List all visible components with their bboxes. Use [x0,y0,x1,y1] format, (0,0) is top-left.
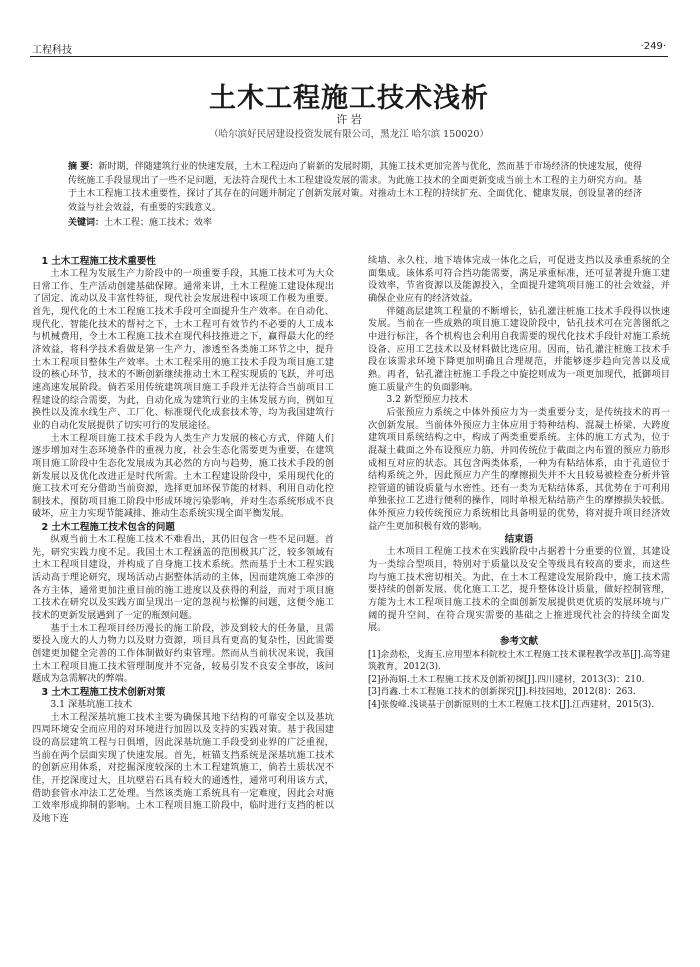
article-title: 土木工程施工技术浅析 [209,83,489,114]
author-name: 许 岩 [336,113,362,126]
paragraph: 基于土木工程项目经历漫长的施工阶段，涉及到较大的任务量，且需要投入庞大的人力物力以及财力资源，项目具有更高的复杂性，因此需要创建更加健全完善的工作体制做好约束管理。然而从当前状况来说，我国土木工程项目施工技术管理制度并不完备，较易引发不良安全事故，该问题成为急需解决的弊端。 [32,622,334,685]
running-header [30,38,668,57]
reference-list [368,649,670,711]
references-heading: 参考文献 [499,636,538,648]
abstract-label: 摘 要： [68,162,99,172]
paragraph: 伴随高层建筑工程量的不断增长，钻孔灌注桩施工技术手段得以快速发展。当前在一些成熟的项目施工建设阶段中，钻孔技术可在完善图纸之中进行标注，各个机构也会利用自我需要的现代化技术手段针对施工系统设备、应用工艺技术以及材料做比选应用。因而，钻孔灌注桩施工技术手段在该需求环境下降更加明确且合理规范，并能够逐步趋向完善以及成熟。再者，钻孔灌注桩施工手段之中旋挖则成为一项更加现代，抵御项目施工质量产生的负面影响。 [368,305,670,393]
subsection-3-1-heading: 3.1 深基坑施工技术 [50,699,133,710]
abstract-text: 新时期，伴随建筑行业的快速发展，土木工程迈向了崭新的发展时期，其施工技术更加完善与优化，然而基于市场经济的快速发展，使得传统施工手段显现出了一些不足问题，无法符合现代土木工程建设发展的需求。为此施工技术的全面更新变成当前土木工程的主力研究方向。基于土木工程施工技术重要性，探讨了其存在的问题并制定了创新发展对策。对推动土木工程的持续扩充、全面优化、健康发展，创设显著的经济效益与社会效益，有重要的实践意义。 [68,162,642,214]
reference-item: [1]余劲松，戈海玉.应用型本科院校土木工程施工技术课程教学改革[J].高等建筑教育，2012(3). [368,650,670,673]
right-column [368,255,670,945]
section-1-heading: 1 土木工程施工技术重要性 [41,256,156,267]
paragraph: 土木工程项目施工技术手段为人类生产力发展的核心方式，伴随人们逐步增加对生态环境条件的重视力度，社会生态化需要更为重要，在建筑项目施工阶段中生态化发展成为其必然的方向与趋势，施工技术手段的创新发展以及优化改进正是时代所需。土木工程建设阶段中，采用现代化的施工技术可充分借助当前资源，选择更加环保节能的材料、利用自动化控制技术，预防项目施工阶段中形成环境污染影响，并对生态系统形成不良破坏，应主力实现节能减排、推动生态系统实现全面平衡发展。 [32,432,334,520]
keywords [68,217,642,231]
section-3-heading: 3 土木工程施工技术创新对策 [41,687,166,698]
paragraph: 土木工程为发展生产力阶段中的一项重要手段，其施工技术可为大众日常工作、生产活动创建基础保障。通常来讲，土木工程施工建设体现出了固定、流动以及丰富性特征，现代社会发展进程中该项工作极为重要。首先，现代化的土木工程施工技术手段可全面提升生产效率。在自动化、现代化、智能化技术的帮衬之下，土木工程可有效节约不必要的人工成本与机械费用，令土木工程施工技术在现代科技推进之下，赢得最大化的经济效益，将科学技术看做是第一生产力，渗透至各类施工环节之中，提升土木工程项目整体生产效率。土木工程采用的施工技术手段为项目施工建设的核心环节，技术的不断创新继续推动土木工程实现质的飞跃，并可迅速高速发展阶段。倘若采用传统建筑项目施工手段并无法符合当前项目工程建设的综合需要，为此，自动化成为建筑行业的主体发展方向，例如互换性以及流水线生产、工厂化、标准现代化成套技术等，均为我国建筑行业的自动化发展提供了切实可行的发展途径。 [32,268,334,431]
page-number: ·249· [640,41,666,52]
paragraph-continued: 续墙、永久柱、地下墙体完成一体化之后，可促进支挡以及承重系统的全面集成。该体系可符合挡功能需要，满足承重标准，还可显著提升施工建设效率，节省资源以及能源投入，全面提升建筑项目施工的社会效益，并确保企业应有的经济效益。 [368,255,670,304]
reference-item: [4]张俊峰.浅谈基于创新原则的土木工程施工技术[J].江西建材，2015(3). [368,699,655,710]
paragraph: 土木项目工程施工技术在实践阶段中占据着十分重要的位置，其建设为一类综合型项目，特别对于质量以及安全等级具有较高的要求，而这些均与施工技术密切相关。为此，在土木工程建设发展阶段中，施工技术需要持续的创新发展、优化施工工艺，提升整体设计质量，做好控制管理，方能为土木工程项目施工技术的全面创新发展提供更优质的发展环境与广阔的提升空间，在符合现实需要的基础之上推进现代社会的持续全面发展。 [368,546,670,634]
keywords-text: 土木工程；施工技术；效率 [104,217,213,228]
keywords-label: 关键词： [68,217,105,228]
author-affiliation: （哈尔滨好民居建设投资发展有限公司，黑龙江 哈尔滨 150020） [209,129,489,140]
abstract [68,161,642,216]
abstract-block [68,161,642,231]
paragraph: 土木工程深基坑施工技术主要为确保其地下结构的可靠安全以及基坑四周环境安全而应用的对环境进行加固以及支持的实践对策。基于我国建设的高层建筑工程与日俱增，因此深基坑施工手段受到业界的广泛重视，当前在两个层面实现了快速发展。首先，桩锚支挡系统是深基坑施工技术的创新应用体系，对挖掘深度较深的土木工程建筑施工，倘若土质状况不佳，开挖深度过大，且坑壁岩石具有较大的通透性，通常可利用该方式，借助套管水冲法工艺处理。当然该类施工系统具有一定难度，因此会对施工效率形成抑制的影响。土木工程项目施工阶段中，临时进行支挡的桩以及地下连 [32,711,334,824]
left-column [32,255,334,945]
reference-item: [3]肖鑫.土木工程施工技术的创新探究[J].科技园地，2012(8)：263. [368,687,636,698]
paragraph: 纵观当前土木工程施工技术不难看出，其仍旧包含一些不足问题。首先，研究实践力度不足。我国土木工程涵盖的范围极其广泛，较多领域有土木工程项目建设，并构成了自身施工技术系统。然而基于土木工程实践活动高于理论研究，现场活动占据整体活动的主体，因而建筑施工牵涉的各方主体，通常更加注重目前的施工进度以及获得的利益，而对于项目施工技术在研究以及实践方面呈现出一定的忽视与松懈的问题，这便令施工技术的更新发展遇到了一定的瓶颈问题。 [32,534,334,622]
conclusion-heading: 结束语 [504,534,534,546]
reference-item: [2]孙海娟.土木工程施工技术及创新初探[J].四川建材，2013(3)：210. [368,674,645,685]
section-2-heading: 2 土木工程施工技术包含的问题 [41,522,175,534]
subsection-3-2-heading: 3.2 新型预应力技术 [386,394,469,406]
paragraph: 后张预应力系统之中体外预应力为一类重要分支，是传统技术的再一次创新发展。当前体外预应力主体应用于特种结构、混凝土桥梁、大跨度建筑项目系统结构之中，构成了两类重要系统。主体的施工方式为，位于混凝土截面之外布设预应力筋，并同传统位于截面之内布置的预应力筋形成相互对应的状态。其包含两类体系，一种为有粘结体系，由于孔道位于结构系统之外，因此预应力产生的摩擦损失并不大且较易被检查分析并管控管道的铺设质量与水密性。还有一类为无粘结体系，其优势在于可利用单独张拉工艺进行便利的操作，同时单根无粘结筋产生的摩擦损失较低。体外预应力较传统预应力系统相比具备明显的优势，将对提升项目经济效益产生更加积极有效的影响。 [368,406,670,532]
journal-name: 工程科技 [32,45,72,56]
